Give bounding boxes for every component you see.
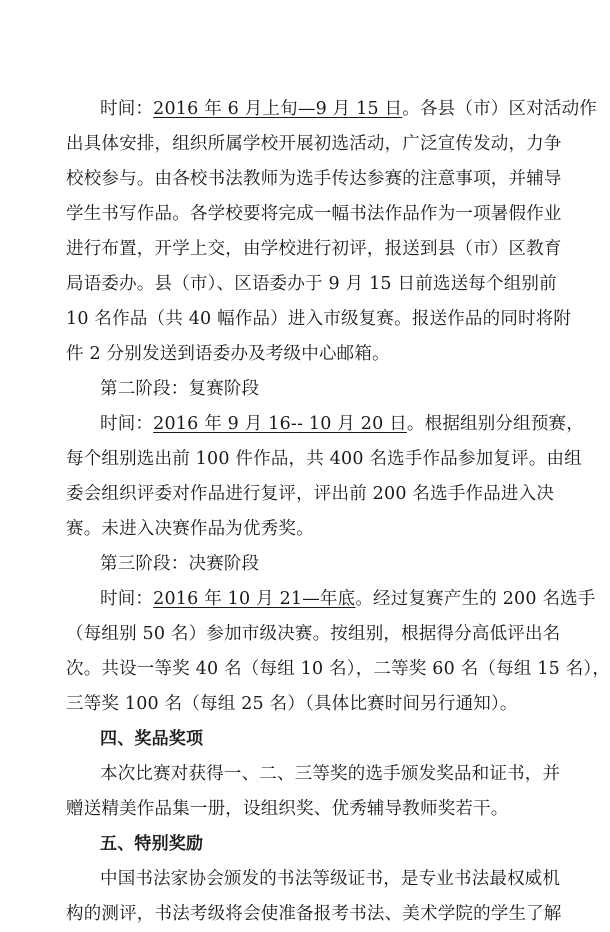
paragraph-line: 赛。未进入决赛作品为优秀奖。 — [66, 519, 314, 539]
text-segment: 。经过复赛产生的 200 名选手 — [355, 589, 596, 609]
paragraph-line: 进行布置，开学上交，由学校进行初评，报送到县（市）区教育 — [66, 239, 562, 259]
stage-title: 第二阶段：复赛阶段 — [100, 379, 260, 399]
text-segment: 。各县（市）区对活动作 — [402, 99, 597, 119]
paragraph-line: 校校参与。由各校书法教师为选手传达参赛的注意事项，并辅导 — [66, 169, 562, 189]
document-page — [66, 92, 610, 932]
paragraph-line: 委会组织评委对作品进行复评，评出前 200 名选手作品进入决 — [66, 484, 555, 504]
paragraph-line: 赠送精美作品集一册，设组织奖、优秀辅导教师奖若干。 — [66, 799, 509, 819]
time-label: 时间： — [100, 99, 154, 119]
paragraph-line: 每个组别选出前 100 件作品，共 400 名选手作品参加复评。由组 — [66, 449, 582, 469]
paragraph-line: 构的测评，书法考级将会使准备报考书法、美术学院的学生了解 — [66, 904, 562, 924]
paragraph-line: 学生书写作品。各学校要将完成一幅书法作品作为一项暑假作业 — [66, 204, 562, 224]
paragraph-line — [66, 407, 584, 442]
paragraph-line — [66, 92, 597, 127]
paragraph-line: 本次比赛对获得一、二、三等奖的选手颁发奖品和证书，并 — [100, 764, 561, 784]
date-range-underlined: 2016 年 10 月 21—年底 — [153, 589, 356, 609]
time-label: 时间： — [100, 589, 154, 609]
paragraph-line: 中国书法家协会颁发的书法等级证书，是专业书法最权威机 — [100, 869, 561, 889]
paragraph-line: 局语委办。县（市）、区语委办于 9 月 15 日前选送每个组别前 — [66, 274, 557, 294]
stage-title: 第三阶段：决赛阶段 — [100, 554, 260, 574]
paragraph-line: 10 名作品（共 40 幅作品）进入市级复赛。报送作品的同时将附 — [66, 309, 572, 329]
paragraph-line: 次。共设一等奖 40 名（每组 10 名），二等奖 60 名（每组 15 名）， — [66, 659, 610, 679]
date-range-underlined: 2016 年 6 月上旬—9 月 15 日 — [153, 99, 403, 119]
section-heading: 五、特别奖励 — [100, 834, 204, 854]
text-segment: 。根据组别分组预赛， — [406, 414, 584, 434]
paragraph-line: 出具体安排，组织所属学校开展初选活动，广泛宣传发动，力争 — [66, 134, 562, 154]
section-heading: 四、奖品奖项 — [100, 729, 204, 749]
paragraph-line: 件 2 分别发送到语委办及考级中心邮箱。 — [66, 344, 390, 364]
paragraph-line: （每组别 50 名）参加市级决赛。按组别，根据得分高低评出名 — [66, 624, 561, 644]
time-label: 时间： — [100, 414, 154, 434]
paragraph-line: 三等奖 100 名（每组 25 名）（具体比赛时间另行通知）。 — [66, 694, 518, 714]
paragraph-line — [66, 582, 596, 617]
date-range-underlined: 2016 年 9 月 16-- 10 月 20 日 — [153, 414, 407, 434]
